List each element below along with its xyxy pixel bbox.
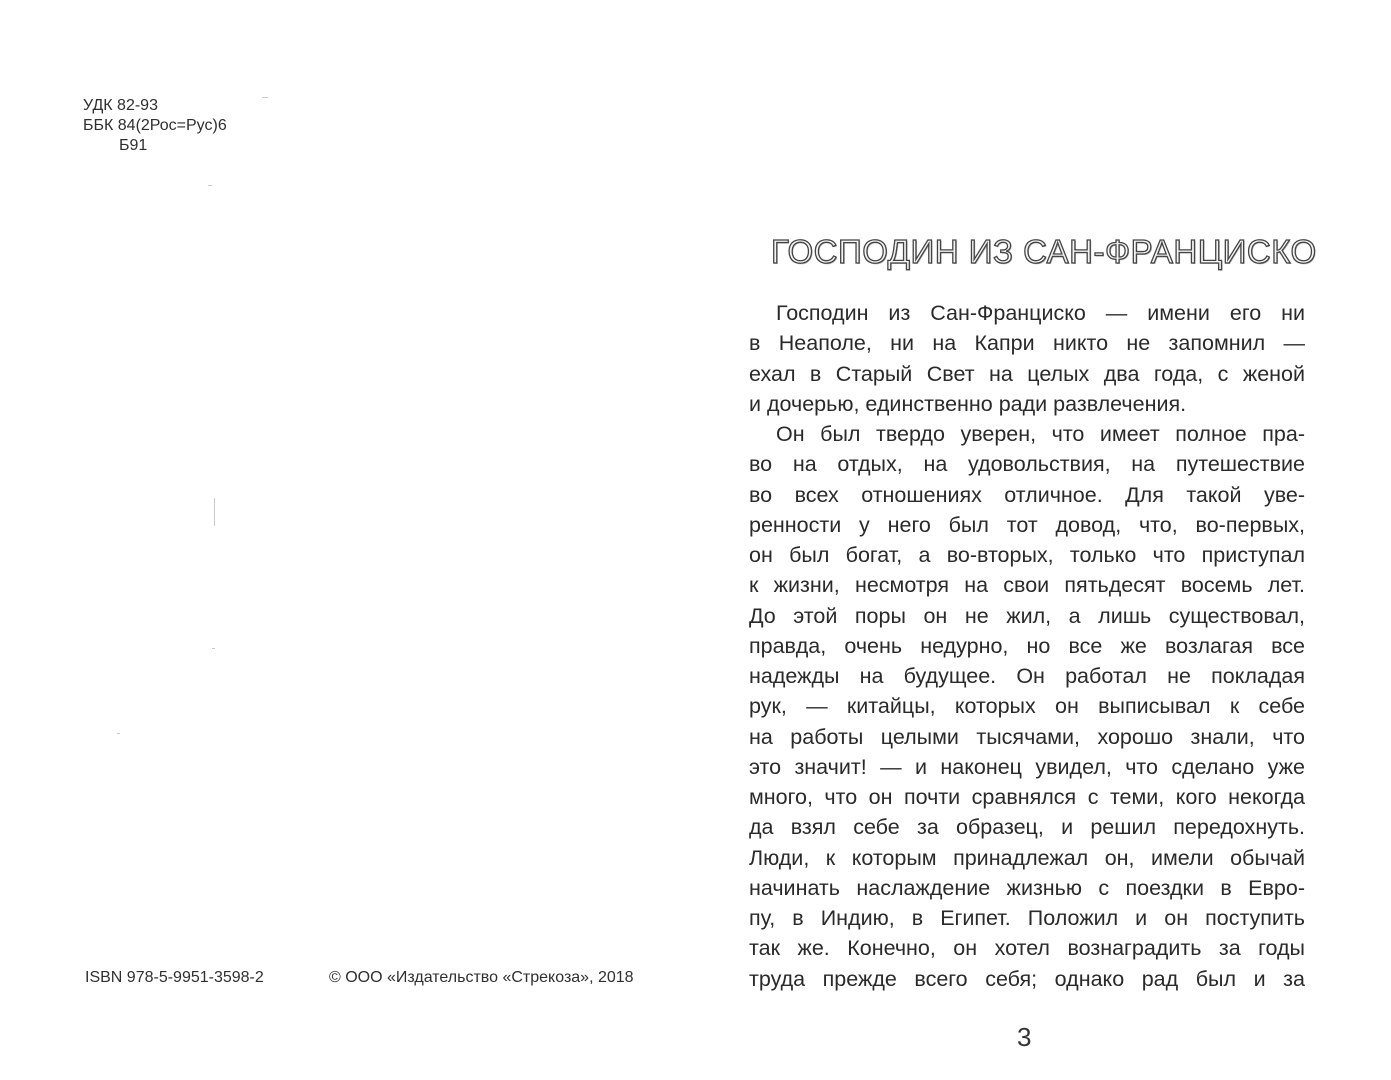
chapter-title: ГОСПОДИН ИЗ САН-ФРАНЦИСКО bbox=[771, 233, 1317, 270]
text-line: труда прежде всего себя; однако рад был и за bbox=[749, 966, 1305, 991]
text-line: надежды на будущее. Он работал не покладая bbox=[749, 664, 1305, 688]
text-line: Господин из Сан-Франциско — имени его ни bbox=[776, 301, 1305, 325]
body-text bbox=[749, 298, 1305, 994]
text-line: и дочерью, единственно ради развлечения. bbox=[749, 391, 1187, 416]
text-line: в Неаполе, ни на Капри никто не запомнил — bbox=[749, 331, 1305, 356]
text-line: рук, — китайцы, которых он выписывал к себе bbox=[749, 694, 1305, 719]
text-line: начинать наслаждение жизнью с поездки в Евро- bbox=[749, 875, 1305, 900]
text-line: это значит! — и наконец увидел, что сделано уже bbox=[749, 754, 1305, 779]
classification-block bbox=[83, 96, 227, 156]
left-page bbox=[0, 0, 695, 1080]
paper-speck bbox=[212, 648, 215, 649]
text-line: ренности у него был тот довод, что, во-первых, bbox=[749, 512, 1305, 537]
text-line: правда, очень недурно, но все же возлагая все bbox=[749, 633, 1305, 658]
text-line: ехал в Старый Свет на целых два года, с женой bbox=[749, 361, 1305, 386]
udk-code: УДК 82-93 bbox=[83, 97, 158, 114]
text-line: он был богат, а во-вторых, только что приступал bbox=[749, 543, 1305, 567]
paper-speck bbox=[262, 97, 268, 98]
text-line: на работы целыми тысячами, хорошо знали, что bbox=[749, 724, 1305, 749]
bbk-code: ББК 84(2Рос=Рус)6 bbox=[83, 117, 227, 134]
text-line: так же. Конечно, он хотел вознаградить за годы bbox=[749, 936, 1305, 961]
text-line: к жизни, несмотря на свои пятьдесят восемь лет. bbox=[749, 573, 1305, 598]
text-line: во всех отношениях отличное. Для такой уве- bbox=[749, 482, 1305, 507]
paper-speck bbox=[214, 498, 215, 526]
text-line: много, что он почти сравнялся с теми, кого некогда bbox=[749, 785, 1305, 809]
isbn: ISBN 978-5-9951-3598-2 bbox=[85, 969, 264, 986]
page-number: 3 bbox=[1017, 1022, 1032, 1052]
text-line: во на отдых, на удовольствия, на путешествие bbox=[749, 452, 1305, 477]
text-line: Он был твердо уверен, что имеет полное пра- bbox=[776, 422, 1305, 446]
text-line: Люди, к которым принадлежал он, имели обычай bbox=[749, 845, 1305, 870]
text-line: пу, в Индию, в Египет. Положил и он поступить bbox=[749, 906, 1305, 930]
text-line: До этой поры он не жил, а лишь существовал, bbox=[749, 603, 1305, 628]
text-line: да взял себе за образец, и решил передохнуть. bbox=[749, 815, 1305, 840]
author-mark: Б91 bbox=[119, 137, 148, 154]
copyright: © ООО «Издательство «Стрекоза», 2018 bbox=[329, 969, 634, 986]
paper-speck bbox=[208, 185, 212, 186]
paper-speck bbox=[117, 733, 120, 734]
